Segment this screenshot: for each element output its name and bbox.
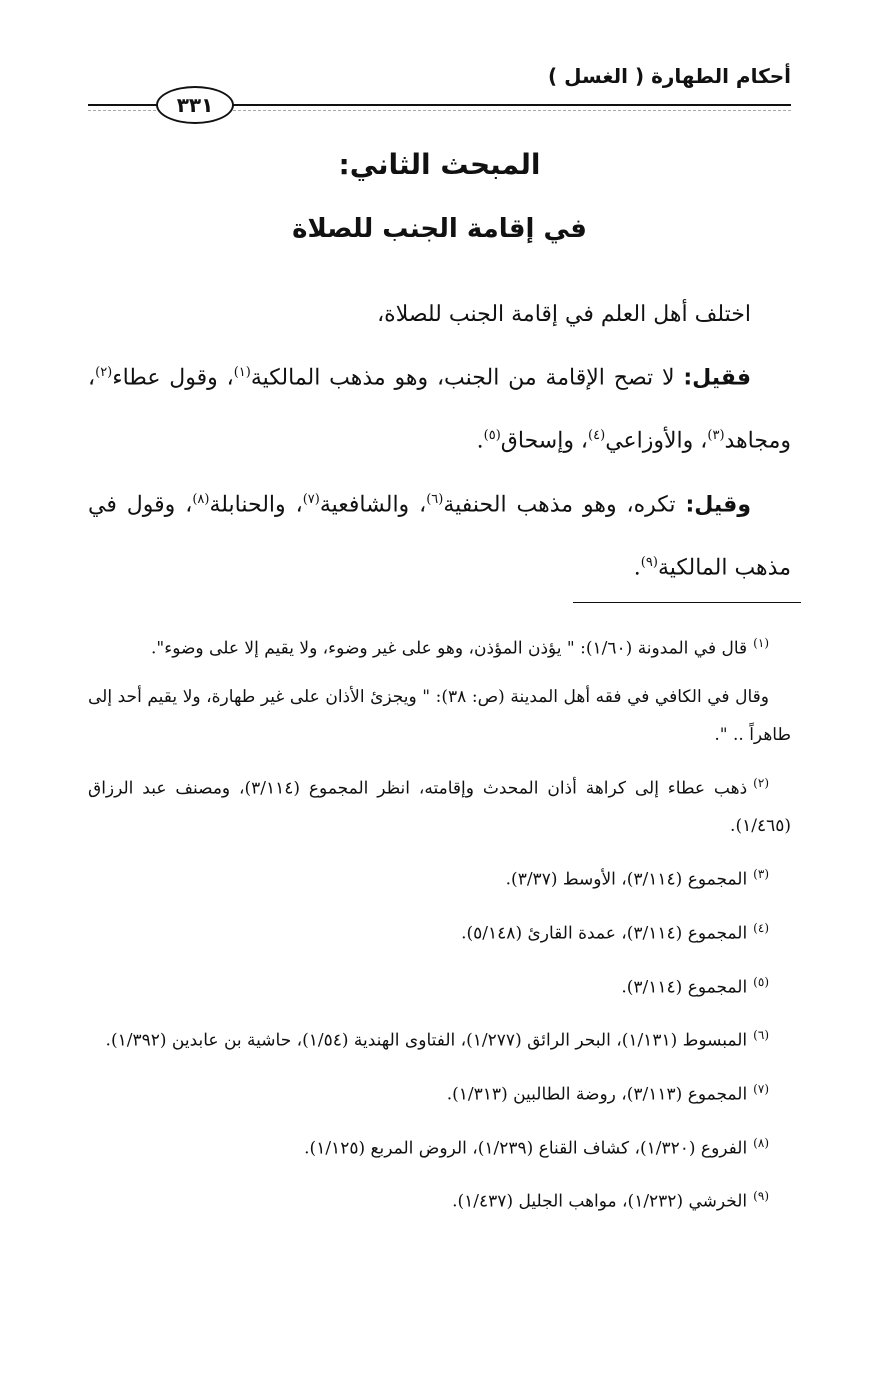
running-title: أحكام الطهارة ( الغسل ) (548, 64, 791, 88)
page-header (88, 64, 791, 124)
text-run: ، وقول عطاء (112, 365, 234, 391)
footnote (88, 1124, 791, 1168)
footnote-text: الخرشي (١/٢٣٢)، مواهب الجليل (١/٤٣٧). (452, 1191, 748, 1212)
text-run: . (476, 428, 484, 454)
footnote-ref[interactable]: (٦) (426, 491, 444, 507)
footnote-text: المجموع (٣/١١٤)، الأوسط (٣/٣٧). (505, 869, 748, 890)
footnote-number: (٤) (753, 920, 769, 935)
footnotes (88, 624, 791, 1231)
footnote-ref[interactable]: (٥) (483, 428, 501, 444)
intro-paragraph: اختلف أهل العلم في إقامة الجنب للصلاة، (377, 302, 751, 327)
footnote-ref[interactable]: (٧) (302, 491, 320, 507)
footnote (88, 963, 791, 1007)
footnote-ref[interactable]: (٤) (588, 428, 606, 444)
text-run: ، والحنابلة (209, 491, 303, 517)
paragraph-second-opinion (88, 471, 791, 598)
paragraph-first-opinion (88, 344, 791, 471)
footnote-text: المجموع (٣/١١٣)، روضة الطالبين (١/٣١٣). (446, 1084, 748, 1105)
footnote-text: ذهب عطاء إلى كراهة أذان المحدث وإقامته، انظر المجموع (٣/١١٤)، ومصنف عبد الرزاق (١/٤٦٥). (88, 778, 791, 837)
footnote-divider (573, 602, 801, 603)
footnote-text: المبسوط (١/١٣١)، البحر الرائق (١/٢٧٧)، الفتاوى الهندية (١/٥٤)، حاشية بن عابدين (١/٣٩٢). (105, 1030, 748, 1051)
text-run: تكره، وهو مذهب الحنفية (443, 491, 686, 517)
footnote (88, 1070, 791, 1114)
opinion-lead: وقيل: (685, 491, 751, 517)
text-run: لا تصح الإقامة من الجنب، وهو مذهب المالكية (250, 365, 684, 391)
text-run: ، وإسحاق (500, 428, 589, 454)
footnote-number: (٦) (753, 1028, 769, 1043)
opinion-lead: فقيل: (683, 365, 751, 391)
footnote (88, 764, 791, 846)
footnote-number: (٥) (753, 974, 769, 989)
footnote-ref[interactable]: (١) (233, 365, 251, 380)
section-subtitle: في إقامة الجنب للصلاة (292, 214, 587, 244)
footnote (88, 1177, 791, 1221)
footnote-text: وقال في الكافي في فقه أهل المدينة (ص: ٣٨): " ويجزئ الأذان على غير طهارة، ولا يقيم أحد إلى طاهراً .. ". (88, 686, 791, 745)
footnote-number: (٨) (753, 1135, 769, 1150)
footnote (88, 855, 791, 899)
text-run: ، ومجاهد (88, 365, 791, 454)
main-text (88, 286, 791, 597)
footnote (88, 678, 791, 754)
footnote-number: (٧) (753, 1081, 769, 1096)
footnote-number: (١) (753, 636, 769, 650)
footnote-ref[interactable]: (٢) (95, 365, 113, 380)
footnote-text: المجموع (٣/١١٤)، عمدة القارئ (٥/١٤٨). (461, 923, 748, 944)
footnote-number: (٣) (753, 867, 769, 882)
footnote-number: (٩) (753, 1189, 769, 1204)
text-run: ، وقول في مذهب المالكية (88, 491, 791, 581)
text-run: ، والأوزاعي (605, 428, 708, 454)
footnote-ref[interactable]: (٨) (192, 491, 210, 507)
page-number: ٣٣١ (156, 86, 234, 124)
footnote-text: قال في المدونة (١/٦٠): " يؤذن المؤذن، وهو على غير وضوء، ولا يقيم إلا على وضوء". (150, 638, 748, 659)
footnote-text: الفروع (١/٣٢٠)، كشاف القناع (١/٢٣٩)، الروض المربع (١/١٢٥). (304, 1138, 748, 1159)
section-title: المبحث الثاني: (338, 148, 541, 181)
footnote-text: المجموع (٣/١١٤). (621, 977, 748, 998)
text-run: . (633, 555, 641, 581)
footnote-ref[interactable]: (٣) (707, 428, 725, 444)
footnote (88, 624, 791, 668)
footnote-number: (٢) (753, 775, 769, 790)
footnote (88, 1016, 791, 1060)
footnote (88, 909, 791, 953)
footnote-ref[interactable]: (٩) (640, 554, 658, 570)
text-run: ، والشافعية (319, 491, 427, 517)
